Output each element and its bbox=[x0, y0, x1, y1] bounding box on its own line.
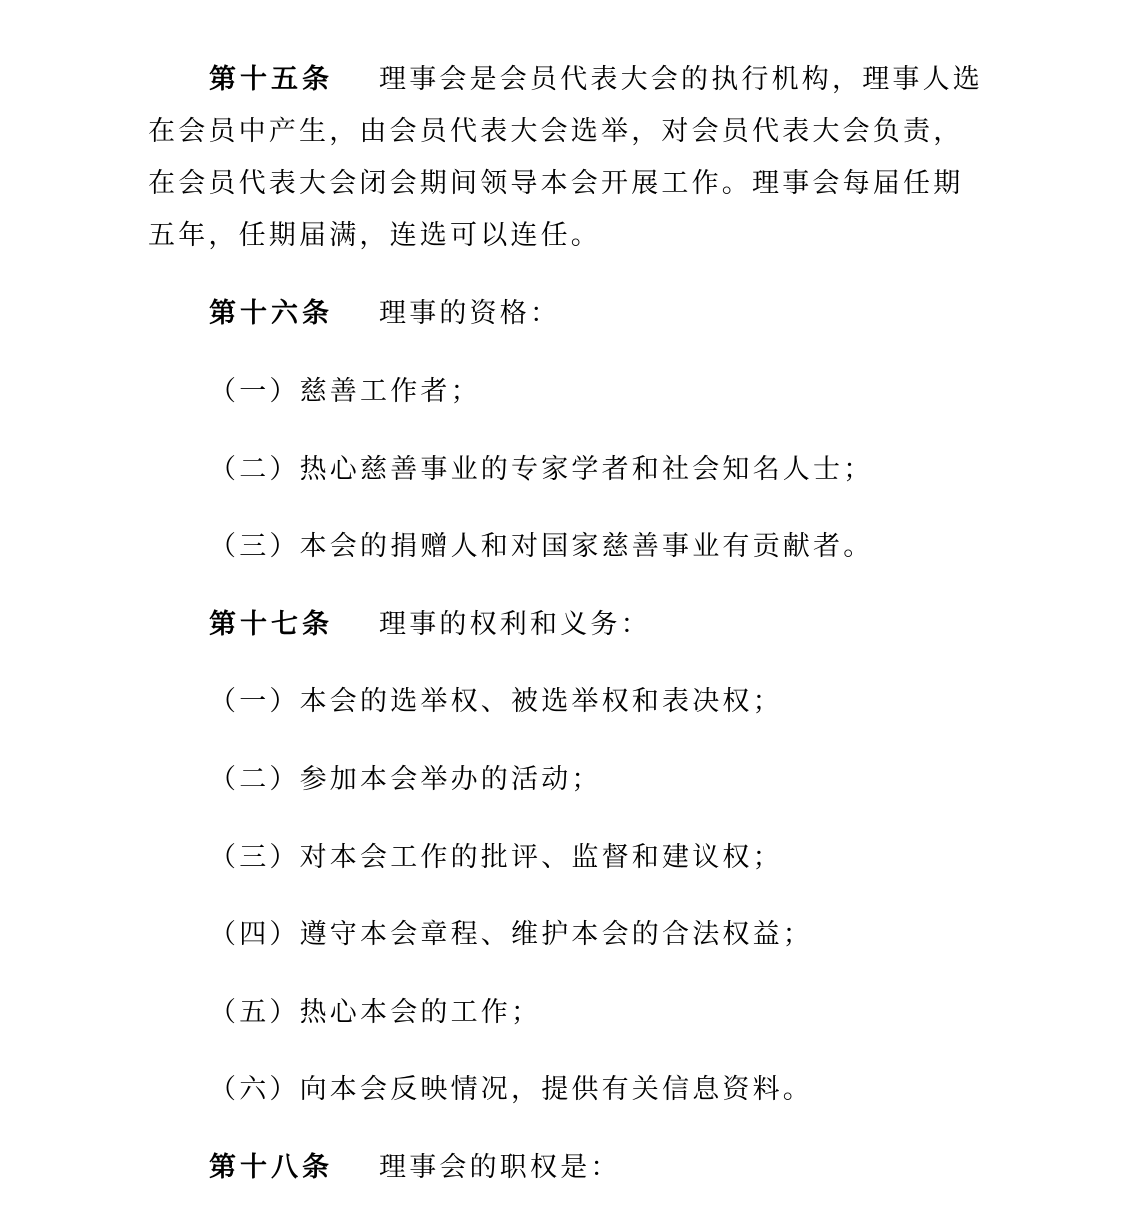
article-15-title: 第十五条 bbox=[209, 64, 333, 95]
article-17-item-5: （五）热心本会的工作； bbox=[209, 997, 542, 1028]
article-17 bbox=[209, 599, 651, 651]
article-17-item-3: （三）对本会工作的批评、监督和建议权； bbox=[209, 842, 783, 873]
article-16-item-2: （二）热心慈善事业的专家学者和社会知名人士； bbox=[209, 454, 874, 485]
article-18 bbox=[209, 1142, 621, 1194]
article-16 bbox=[209, 288, 560, 340]
article-17-item-2: （二）参加本会举办的活动； bbox=[209, 764, 602, 795]
article-17-item-6: （六）向本会反映情况，提供有关信息资料。 bbox=[209, 1074, 813, 1105]
article-15 bbox=[148, 54, 988, 262]
article-18-title: 第十八条 bbox=[209, 1152, 333, 1183]
article-16-item-3: （三）本会的捐赠人和对国家慈善事业有贡献者。 bbox=[209, 531, 874, 562]
article-17-item-1: （一）本会的选举权、被选举权和表决权； bbox=[209, 686, 783, 717]
article-17-item-4: （四）遵守本会章程、维护本会的合法权益； bbox=[209, 919, 813, 950]
article-15-text: 理事会是会员代表大会的执行机构，理事人选在会员中产生，由会员代表大会选举，对会员代表大会负责，在会员代表大会闭会期间领导本会开展工作。理事会每届任期五年，任期届满，连选可以连任。 bbox=[148, 64, 983, 251]
article-16-item-1: （一）慈善工作者； bbox=[209, 376, 481, 407]
article-18-text: 理事会的职权是： bbox=[379, 1152, 621, 1183]
article-16-title: 第十六条 bbox=[209, 298, 333, 329]
article-17-title: 第十七条 bbox=[209, 609, 333, 640]
article-16-text: 理事的资格： bbox=[379, 298, 561, 329]
article-17-text: 理事的权利和义务： bbox=[379, 609, 651, 640]
